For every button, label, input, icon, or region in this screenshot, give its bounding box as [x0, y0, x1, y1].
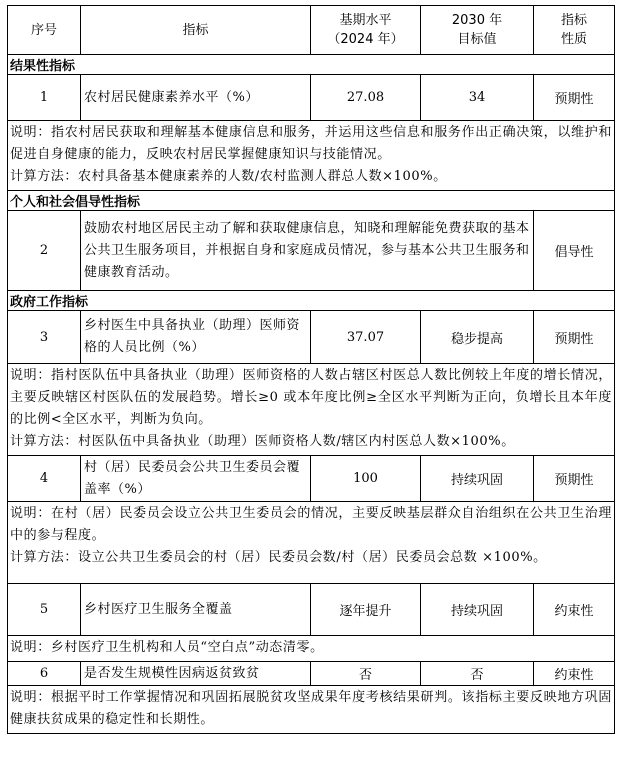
row-indicator: 村（居）民委员会公共卫生委员会覆盖率（%） [81, 456, 311, 502]
row-note [8, 364, 615, 456]
row-target: 稳步提高 [421, 311, 534, 364]
row-note [8, 636, 615, 662]
row-indicator: 是否发生规模性因病返贫致贫 [81, 662, 311, 686]
indicator-table [7, 5, 615, 734]
row-base: 27.08 [311, 75, 421, 121]
row-calc-text: 计算方法：村医队伍中具备执业（助理）医师资格人数/辖区内村医总人数×100%。 [10, 434, 515, 449]
section-title-government: 政府工作指标 [8, 291, 615, 311]
row-note-text: 说明：在村（居）民委员会设立公共卫生委员会的情况，主要反映基层群众自治组织在公共卫生治理中的参与程度。 [10, 506, 612, 543]
table-row [8, 211, 615, 291]
header-nature [534, 6, 615, 55]
row-no: 1 [8, 75, 81, 121]
row-indicator: 鼓励农村地区居民主动了解和获取健康信息，知晓和理解能免费获取的基本公共卫生服务项目，并根据自身和家庭成员情况，参与基本公共卫生服务和健康教育活动。 [81, 211, 534, 291]
header-indicator: 指标 [81, 6, 311, 55]
row-no: 6 [8, 662, 81, 686]
table-row [8, 584, 615, 636]
row-target: 否 [421, 662, 534, 686]
section-row [8, 291, 615, 311]
note-row [8, 364, 615, 456]
note-row [8, 502, 615, 584]
note-row [8, 686, 615, 734]
row-note-text: 说明：指农村居民获取和理解基本健康信息和服务，并运用这些信息和服务作出正确决策，以维护和促进自身健康的能力，反映农村居民掌握健康知识与技能情况。 [10, 125, 612, 162]
header-base [311, 6, 421, 55]
row-calc-text: 计算方法：设立公共卫生委员会的村（居）民委员会数/村（居）民委员会总数 ×100%。 [10, 550, 547, 565]
row-no: 4 [8, 456, 81, 502]
row-target: 持续巩固 [421, 584, 534, 636]
row-target: 持续巩固 [421, 456, 534, 502]
row-nature: 预期性 [534, 311, 615, 364]
row-indicator: 农村居民健康素养水平（%） [81, 75, 311, 121]
row-nature: 预期性 [534, 75, 615, 121]
section-row [8, 191, 615, 211]
row-nature: 倡导性 [534, 211, 615, 291]
row-note [8, 121, 615, 191]
header-target-line1: 2030 年 [451, 13, 503, 28]
section-row [8, 55, 615, 75]
row-indicator: 乡村医生中具备执业（助理）医师资格的人员比例（%） [81, 311, 311, 364]
header-nature-line1: 指标 [560, 13, 587, 28]
header-base-line1: 基期水平 [339, 13, 392, 28]
table-row [8, 75, 615, 121]
table-row [8, 456, 615, 502]
row-base: 否 [311, 662, 421, 686]
row-note-text: 说明：乡村医疗卫生机构和人员“空白点”动态清零。 [10, 640, 324, 655]
section-title-advocacy: 个人和社会倡导性指标 [8, 191, 615, 211]
note-row [8, 636, 615, 662]
row-nature: 约束性 [534, 662, 615, 686]
section-title-result: 结果性指标 [8, 55, 615, 75]
row-nature: 预期性 [534, 456, 615, 502]
row-note-text: 说明：根据平时工作掌握情况和巩固拓展脱贫攻坚成果年度考核结果研判。该指标主要反映地方巩固健康扶贫成果的稳定性和长期性。 [10, 690, 612, 727]
row-target: 34 [421, 75, 534, 121]
row-indicator: 乡村医疗卫生服务全覆盖 [81, 584, 311, 636]
row-no: 2 [8, 211, 81, 291]
header-no: 序号 [8, 6, 81, 55]
row-calc-text: 计算方法：农村具备基本健康素养的人数/农村监测人群总人数×100%。 [10, 169, 447, 184]
table-row [8, 662, 615, 686]
header-nature-line2: 性质 [560, 32, 587, 47]
row-base: 37.07 [311, 311, 421, 364]
table-row [8, 311, 615, 364]
row-note-text: 说明：指村医队伍中具备执业（助理）医师资格的人数占辖区村医总人数比例较上年度的增长情况，主要反映辖区村医队伍的发展趋势。增长≥0 或本年度比例≥全区水平判断为正向，负增长且本年度的比例<全区水平，判断为负向。 [10, 368, 612, 427]
row-note [8, 686, 615, 734]
row-no: 5 [8, 584, 81, 636]
row-nature: 约束性 [534, 584, 615, 636]
note-row [8, 121, 615, 191]
row-no: 3 [8, 311, 81, 364]
header-target [421, 6, 534, 55]
row-base: 逐年提升 [311, 584, 421, 636]
row-note [8, 502, 615, 584]
header-target-line2: 目标值 [457, 32, 497, 47]
row-base: 100 [311, 456, 421, 502]
header-row [8, 6, 615, 55]
header-base-line2: （2024 年） [327, 32, 404, 47]
